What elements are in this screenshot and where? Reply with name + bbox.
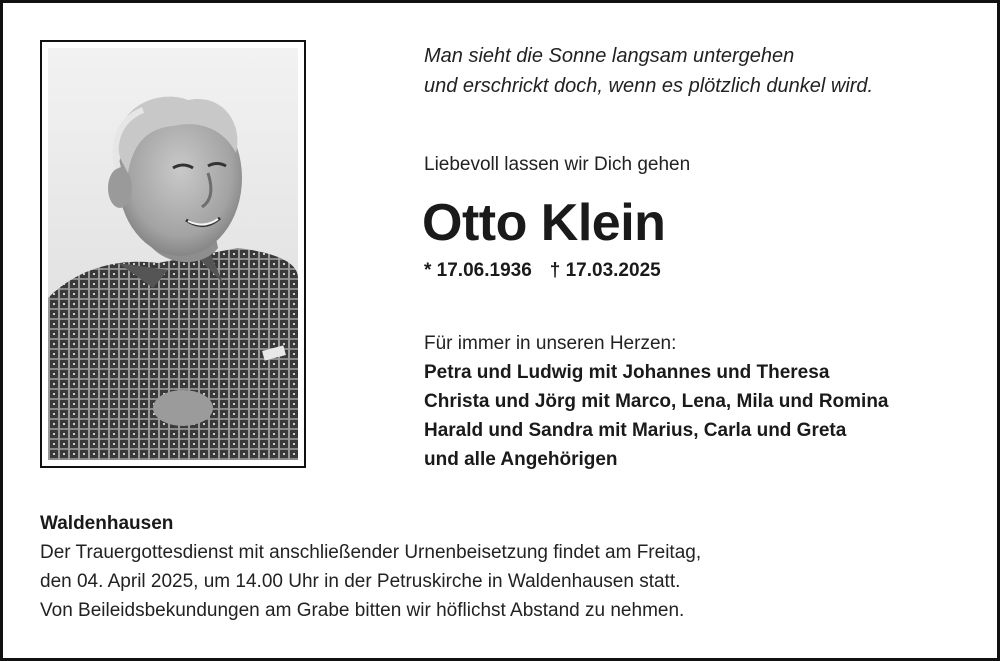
- verse: [424, 41, 873, 101]
- service-line: den 04. April 2025, um 14.00 Uhr in der Petruskirche in Waldenhausen statt.: [40, 571, 681, 592]
- life-dates: [424, 259, 661, 283]
- service-line: Von Beileidsbekundungen am Grabe bitten wir höflichst Abstand zu nehmen.: [40, 600, 685, 621]
- family-member: Christa und Jörg mit Marco, Lena, Mila und Romina: [424, 391, 889, 412]
- verse-line-2: und erschrickt doch, wenn es plötzlich dunkel wird.: [424, 75, 874, 97]
- deceased-name: Otto Klein: [422, 194, 666, 252]
- family-member: Harald und Sandra mit Marius, Carla und Greta: [424, 420, 847, 441]
- family-member: und alle Angehörigen: [424, 449, 618, 470]
- birth-date: * 17.06.1936: [424, 260, 532, 281]
- death-date: † 17.03.2025: [549, 260, 661, 281]
- family-intro: Für immer in unseren Herzen:: [424, 333, 677, 354]
- service-info: [40, 509, 701, 625]
- portrait-photo: [48, 48, 298, 460]
- family-list: [424, 329, 889, 474]
- portrait-image: [48, 48, 298, 460]
- service-place: Waldenhausen: [40, 513, 174, 534]
- verse-line-1: Man sieht die Sonne langsam untergehen: [424, 45, 795, 67]
- farewell-text: Liebevoll lassen wir Dich gehen: [424, 154, 691, 175]
- family-member: Petra und Ludwig mit Johannes und Theresa: [424, 362, 830, 383]
- portrait-frame: [40, 40, 306, 468]
- service-line: Der Trauergottesdienst mit anschließender Urnenbeisetzung findet am Freitag,: [40, 542, 702, 563]
